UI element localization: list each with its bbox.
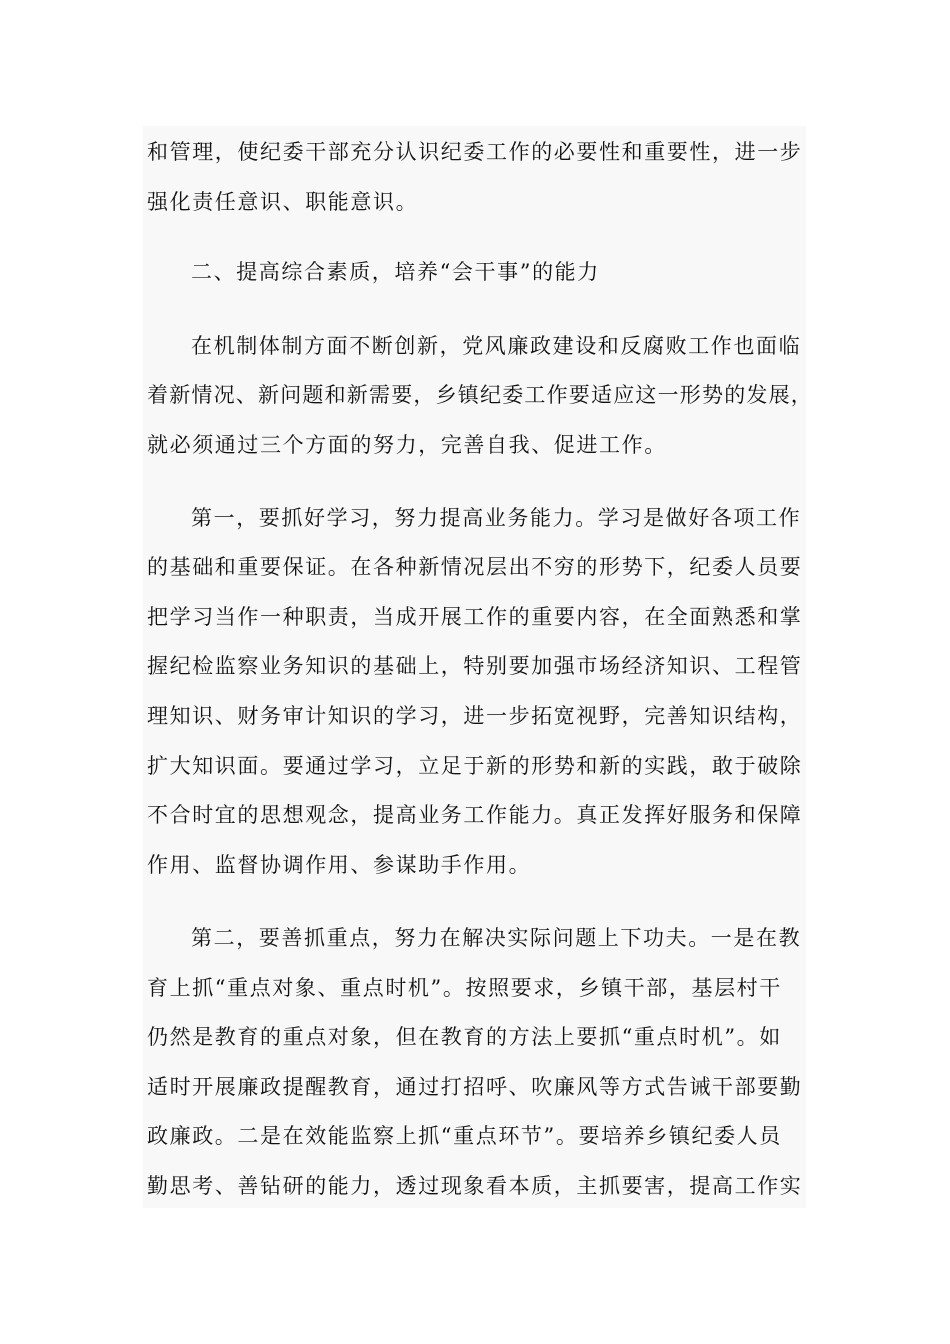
- text-line: 适时开展廉政提醒教育，通过打招呼、吹廉风等方式告诫干部要勤: [147, 1075, 803, 1099]
- text-line: 扩大知识面。要通过学习，立足于新的形势和新的实践，敢于破除: [147, 754, 803, 778]
- text-line: 在机制体制方面不断创新，党风廉政建设和反腐败工作也面临: [191, 334, 802, 358]
- text-line: 强化责任意识、职能意识。: [147, 190, 419, 214]
- text-line: 把学习当作一种职责，当成开展工作的重要内容，在全面熟悉和掌: [147, 605, 803, 629]
- text-line: 政廉政。二是在效能监察上抓“重点环节”。要培养乡镇纪委人员: [147, 1124, 782, 1148]
- text-line: 第二，要善抓重点，努力在解决实际问题上下功夫。一是在教: [191, 926, 802, 950]
- text-line: 就必须通过三个方面的努力，完善自我、促进工作。: [147, 433, 667, 457]
- text-line: 和管理，使纪委干部充分认识纪委工作的必要性和重要性，进一步: [147, 140, 803, 164]
- text-line: 不合时宜的思想观念，提高业务工作能力。真正发挥好服务和保障: [147, 803, 803, 827]
- text-line: 着新情况、新问题和新需要，乡镇纪委工作要适应这一形势的发展，: [147, 383, 813, 407]
- text-line: 的基础和重要保证。在各种新情况层出不穷的形势下，纪委人员要: [147, 555, 803, 579]
- text-line: 第一，要抓好学习，努力提高业务能力。学习是做好各项工作: [191, 506, 802, 530]
- text-line: 作用、监督协调作用、参谋助手作用。: [147, 853, 532, 877]
- text-line: 勤思考、善钻研的能力，透过现象看本质，主抓要害，提高工作实: [147, 1174, 803, 1198]
- text-line: 握纪检监察业务知识的基础上，特别要加强市场经济知识、工程管: [147, 654, 803, 678]
- text-line: 仍然是教育的重点对象，但在教育的方法上要抓“重点时机”。如: [147, 1025, 782, 1049]
- section-heading: 二、提高综合素质，培养“会干事”的能力: [191, 260, 600, 284]
- text-line: 育上抓“重点对象、重点时机”。按照要求，乡镇干部，基层村干: [147, 976, 782, 1000]
- text-line: 理知识、财务审计知识的学习，进一步拓宽视野，完善知识结构，: [147, 704, 803, 728]
